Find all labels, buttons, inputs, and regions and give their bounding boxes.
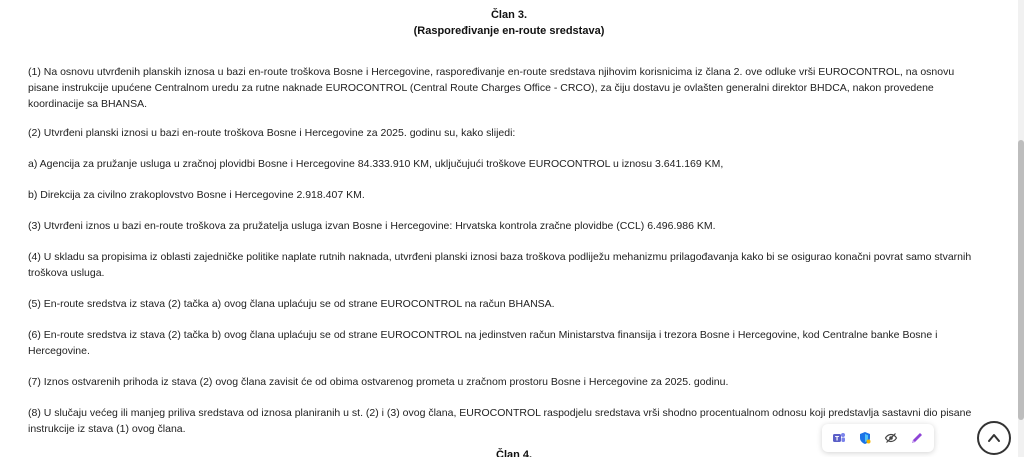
paragraph-2: (2) Utvrđeni planski iznosi u bazi en-route troškova Bosne i Hercegovine za 2025. godinu su, kako slijedi:: [28, 127, 516, 139]
paragraph-2b: b) Direkcija za civilno zrakoplovstvo Bosne i Hercegovine 2.918.407 KM.: [28, 189, 365, 201]
svg-text:T: T: [834, 435, 840, 443]
pen-icon[interactable]: [907, 428, 927, 448]
paragraph-1: (1) Na osnovu utvrđenih planskih iznosa u bazi en-route troškova Bosne i Hercegovine, raspoređivanje en-route sredstava njihovim korisnicima iz člana 2. ove odluke vrši EUROCONTROL, na osnovu pisane instrukcije upućene Centralnom uredu za rutne naknade EUROCONTROL (Central Route Charges Office - CRCO), za čiju dostavu je ovlašten generalni direktor BHDCA, nakon provedene koordinacije sa BHANSA.: [28, 66, 955, 110]
eye-slash-icon[interactable]: [881, 428, 901, 448]
scrollbar-thumb[interactable]: [1018, 140, 1024, 420]
paragraph-6: (6) En-route sredstva iz stava (2) tačka b) ovog člana uplaćuju se od strane EUROCONTROL na jedinstven račun Ministarstva finansija i trezora Bosne i Hercegovine, kod Centralne banke Bosne i Hercegovine.: [28, 329, 938, 357]
paragraph-7: (7) Iznos ostvarenih prihoda iz stava (2) ovog člana zavisit će od obima ostvarenog prometa u zračnom prostoru Bosne i Hercegovine za 2025. godinu.: [28, 376, 729, 388]
vertical-scrollbar[interactable]: [1018, 0, 1024, 457]
paragraph-2a: a) Agencija za pružanje usluga u zračnoj plovidbi Bosne i Hercegovine 84.333.910 KM, uključujući troškove EUROCONTROL u iznosu 3.641.169 KM,: [28, 158, 724, 170]
shield-icon[interactable]: [855, 428, 875, 448]
paragraph-3: (3) Utvrđeni iznos u bazi en-route troškova za pružatelja usluga izvan Bosne i Hercegovine: Hrvatska kontrola zračne plovidbe (CCL) 6.496.986 KM.: [28, 220, 716, 232]
paragraph-4: (4) U skladu sa propisima iz oblasti zajedničke politike naplate rutnih naknada, utvrđeni planski iznosi baza troškova podliježu mehanizmu prilagođavanja kako bi se osigurao konačni povrat samo stvarnih troškova usluga.: [28, 251, 972, 279]
scroll-to-top-button[interactable]: [977, 421, 1011, 455]
chevron-up-icon: [986, 430, 1002, 446]
floating-toolbar: [822, 424, 934, 452]
article-title: Član 3.: [490, 9, 528, 21]
teams-icon[interactable]: [829, 428, 849, 448]
paragraph-5: (5) En-route sredstva iz stava (2) tačka a) ovog člana uplaćuju se od strane EUROCONTROL na račun BHANSA.: [28, 298, 555, 310]
next-article-title: Član 4.: [496, 449, 533, 457]
article-subtitle: (Raspoređivanje en-route sredstava): [413, 25, 605, 37]
paragraph-8: (8) U slučaju većeg ili manjeg priliva sredstava od iznosa planiranih u st. (2) i (3) ovog člana, EUROCONTROL raspodjelu sredstava vrši shodno procentualnom odnosu koji predstavlja sastavni dio pisane instrukcije iz stava (1) ovog člana.: [28, 407, 972, 435]
